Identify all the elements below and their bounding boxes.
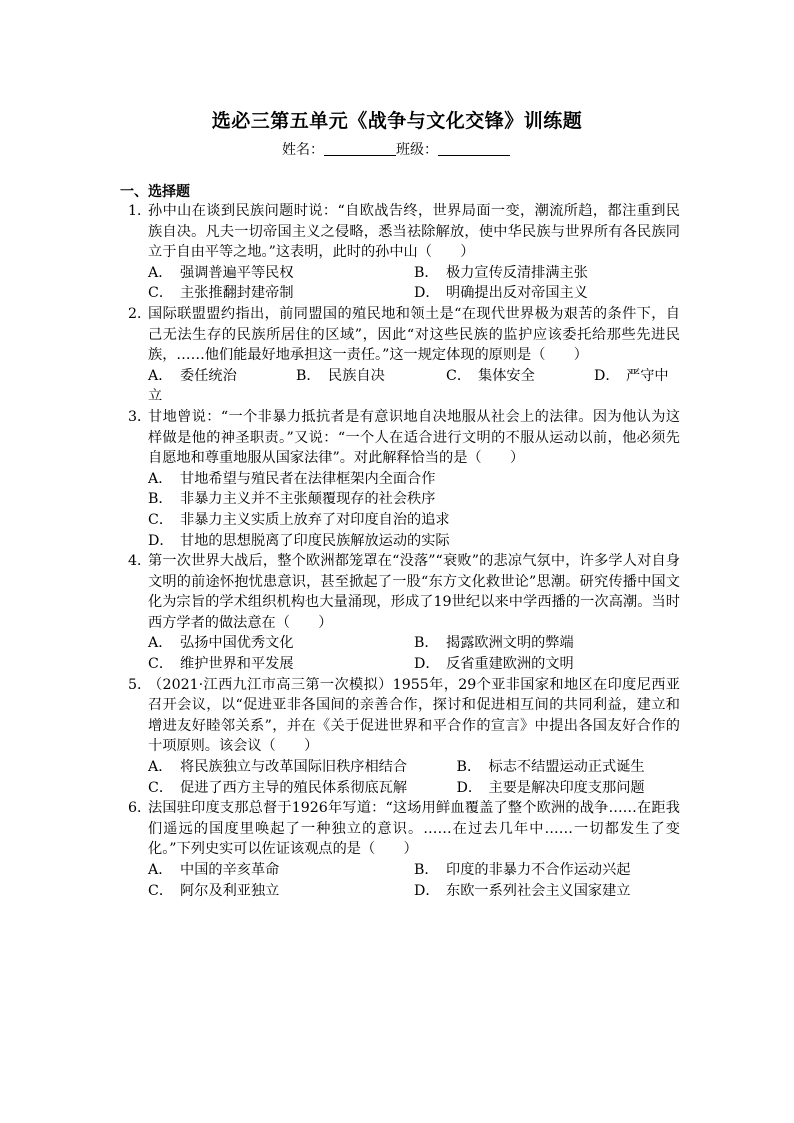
option-c[interactable] (148, 510, 680, 531)
option-letter: A． (148, 367, 173, 384)
option-text: 明确提出反对帝国主义 (446, 285, 588, 302)
option-text: 弘扬中国优秀文化 (180, 635, 294, 652)
option-letter: A． (148, 759, 173, 776)
question-number: 1． (128, 203, 152, 219)
option-group (148, 633, 680, 674)
question-stem: 国际联盟盟约指出，前同盟国的殖民地和领土是“在现代世界极为艰苦的条件下，自己无法生存的民族所居住的区域”，因此“对这些民族的监护应该委托给那些先进民族，……他们能最好地承担这一责任。”这一规定体现的原则是（ ） (148, 305, 680, 364)
option-letter: A． (148, 635, 173, 652)
option-a[interactable] (148, 860, 414, 881)
question-number: 2． (128, 305, 152, 322)
option-text: 极力宣传反清排满主张 (446, 264, 588, 281)
option-d[interactable] (457, 778, 680, 799)
option-letter: D． (456, 779, 483, 796)
option-text: 将民族独立与改革国际旧秩序相结合 (180, 759, 408, 776)
option-b[interactable] (414, 860, 680, 881)
option-group (148, 469, 680, 551)
option-text: 印度的非暴力不合作运动兴起 (446, 862, 631, 878)
question-stem: （2021·江西九江市高三第一次模拟）1955年，29个亚非国家和地区在印度尼西亚召开会议，以“促进亚非各国间的亲善合作，探讨和促进相互间的共同利益，建立和增进友好睦邻关系”，并在《关于促进世界和平合作的宣言》中提出各国友好合作的十项原则。该会议（ ） (148, 676, 680, 755)
question-number: 3． (128, 408, 152, 425)
question-stem: 孙中山在谈到民族问题时说：“自欧战告终，世界局面一变，潮流所趋，都注重到民族自决。凡夫一切帝国主义之侵略，悉当祛除解放，使中华民族与世界所有各民族同立于自由平等之地。”这表明，此时的孙中山（ ） (148, 203, 680, 261)
option-text: 阿尔及利亚独立 (180, 882, 280, 899)
option-d[interactable] (148, 531, 680, 552)
option-letter: B． (148, 491, 173, 508)
option-c[interactable] (148, 283, 414, 304)
option-letter: A． (148, 862, 173, 878)
option-letter: C． (148, 285, 174, 302)
question-stem: 甘地曾说：“一个非暴力抵抗者是有意识地自决地服从社会上的法律。因为他认为这样做是他的神圣职责。”又说：“一个人在适合进行文明的不服从运动以前，他必须先自愿地和尊重地服从国家法律”。对此解释恰当的是（ ） (148, 408, 680, 467)
option-a[interactable] (148, 366, 296, 387)
question-1 (128, 201, 680, 304)
option-letter: D． (148, 532, 174, 549)
option-letter: B． (414, 862, 439, 878)
option-letter: D． (414, 285, 440, 302)
option-c[interactable] (148, 778, 457, 799)
option-group (148, 263, 680, 304)
question-4 (128, 551, 680, 675)
option-letter: D． (414, 656, 440, 673)
option-text: 委任统治 (180, 367, 237, 384)
option-letter: B． (296, 367, 321, 384)
option-letter: A． (148, 470, 173, 487)
option-letter: A． (148, 264, 173, 281)
option-d[interactable] (414, 654, 680, 675)
option-c[interactable] (148, 881, 414, 902)
option-letter: C． (446, 367, 472, 384)
option-text: 标志不结盟运动正式诞生 (488, 759, 645, 776)
question-number: 6． (128, 800, 152, 817)
question-stem: 法国驻印度支那总督于1926年写道：“这场用鲜血覆盖了整个欧洲的战争……在距我们遥远的国度里唤起了一种独立的意识。……在过去几年中……一切都发生了变化。”下列史实可以佐证该观点的是（ ） (148, 800, 680, 858)
option-group (148, 366, 680, 407)
option-letter: B． (456, 759, 482, 776)
question-6 (128, 798, 680, 901)
question-stem: 第一次世界大战后，整个欧洲都笼罩在“没落”“衰败”的悲凉气氛中，许多学人对自身文明的前途怀抱忧患意识，甚至掀起了一股“东方文化救世论”思潮。研究传播中国文化为宗旨的学术组织机构也大量涌现，形成了19世纪以来中学西播的一次高潮。当时西方学者的做法意在（ ） (148, 553, 680, 631)
option-text: 非暴力主义实质上放弃了对印度自治的追求 (180, 511, 450, 528)
option-text: 主张推翻封建帝制 (180, 285, 294, 302)
option-text: 甘地希望与殖民者在法律框架内全面合作 (180, 470, 436, 487)
option-text: 强调普遍平等民权 (180, 264, 294, 281)
student-info-line (282, 141, 510, 159)
option-text: 促进了西方主导的殖民体系彻底瓦解 (180, 779, 408, 796)
option-group (148, 860, 680, 901)
name-label: 姓名： (282, 142, 324, 158)
option-text: 严守中立 (148, 367, 669, 405)
section-heading: 一、选择题 (120, 184, 190, 200)
option-text: 民族自决 (328, 367, 385, 384)
page-title: 选必三第五单元《战争与文化交锋》训练题 (211, 110, 583, 132)
option-text: 维护世界和平发展 (180, 656, 294, 673)
option-text: 揭露欧洲文明的弊端 (446, 635, 574, 652)
option-text: 反省重建欧洲的文明 (446, 656, 574, 673)
option-group (148, 757, 680, 798)
option-d[interactable] (414, 881, 680, 902)
option-text: 主要是解决印度支那问题 (488, 779, 645, 796)
option-a[interactable] (148, 263, 414, 284)
option-c[interactable] (148, 654, 414, 675)
class-label: 班级： (396, 142, 438, 158)
option-b[interactable] (148, 489, 680, 510)
option-b[interactable] (414, 633, 680, 654)
option-a[interactable] (148, 469, 680, 490)
option-b[interactable] (457, 757, 680, 778)
option-letter: B． (414, 264, 439, 281)
question-number: 4． (128, 553, 152, 570)
option-letter: D． (414, 882, 440, 899)
option-letter: C． (148, 511, 174, 528)
class-blank[interactable] (438, 141, 510, 156)
question-5 (128, 675, 680, 799)
option-letter: D． (594, 367, 620, 384)
option-letter: B． (414, 635, 439, 652)
option-b[interactable] (296, 366, 446, 387)
option-text: 中国的辛亥革命 (180, 862, 280, 878)
option-text: 甘地的思想脱离了印度民族解放运动的实际 (180, 532, 450, 549)
option-a[interactable] (148, 633, 414, 654)
option-letter: C． (148, 882, 174, 899)
option-text: 非暴力主义并不主张颠覆现存的社会秩序 (180, 491, 436, 508)
question-number: 5． (128, 676, 152, 693)
option-c[interactable] (446, 366, 594, 387)
option-letter: C． (148, 656, 174, 673)
option-b[interactable] (414, 263, 680, 284)
option-text: 集体安全 (478, 367, 535, 384)
question-list (128, 201, 680, 901)
question-2 (128, 304, 680, 407)
option-d[interactable] (414, 283, 680, 304)
option-letter: C． (148, 779, 174, 796)
option-text: 东欧一系列社会主义国家建立 (446, 882, 631, 899)
option-a[interactable] (148, 757, 457, 778)
name-blank[interactable] (324, 141, 396, 156)
question-3 (128, 407, 680, 551)
